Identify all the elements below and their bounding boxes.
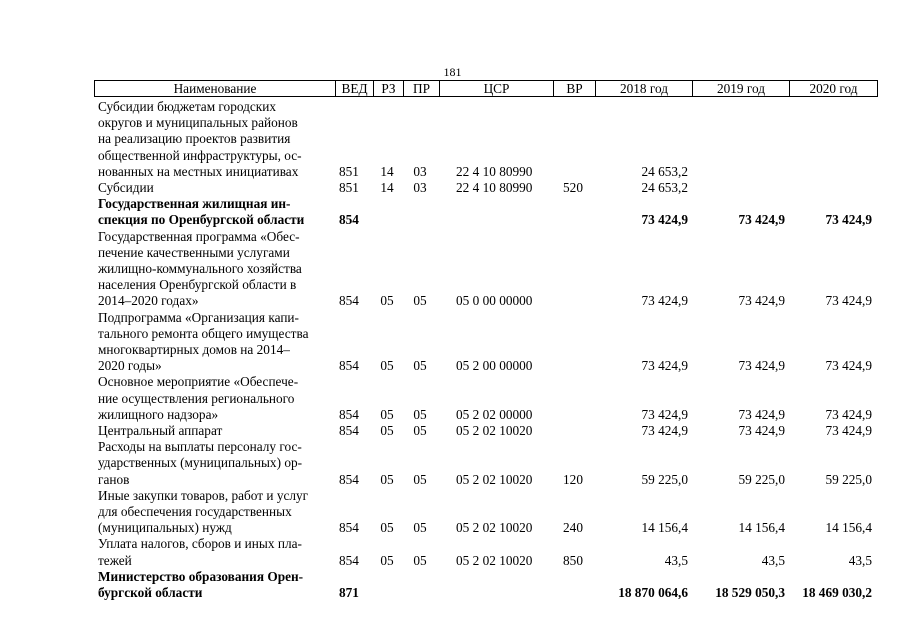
cell-2019: 59 225,0 bbox=[738, 471, 785, 487]
cell-vr: 120 bbox=[563, 471, 583, 487]
cell-2018: 73 424,9 bbox=[641, 358, 688, 374]
cell-name-line: Подпрограмма «Организация капи- bbox=[98, 309, 299, 325]
table-body bbox=[94, 99, 878, 601]
cell-2020: 14 156,4 bbox=[825, 520, 872, 536]
page-number: 181 bbox=[443, 65, 462, 79]
cell-vr: 240 bbox=[563, 520, 583, 536]
cell-2018: 24 653,2 bbox=[641, 163, 688, 179]
cell-name-line: многоквартирных домов на 2014– bbox=[98, 342, 290, 358]
cell-name-line: спекция по Оренбургской области bbox=[98, 212, 305, 228]
table-row bbox=[94, 196, 878, 228]
cell-ved: 854 bbox=[339, 520, 359, 536]
cell-2018: 73 424,9 bbox=[641, 406, 688, 422]
cell-name-line: Основное мероприятие «Обеспече- bbox=[98, 374, 299, 390]
cell-vr: 520 bbox=[563, 180, 583, 196]
column-header-2019: 2019 год bbox=[692, 81, 789, 96]
cell-rz: 05 bbox=[380, 552, 394, 568]
cell-2020: 73 424,9 bbox=[825, 212, 872, 228]
cell-csr: 05 2 00 00000 bbox=[456, 358, 533, 374]
cell-name-line: нованных на местных инициативах bbox=[98, 163, 299, 179]
cell-rz: 14 bbox=[380, 163, 394, 179]
cell-2020: 73 424,9 bbox=[825, 293, 872, 309]
table-header bbox=[94, 80, 878, 97]
cell-ved: 854 bbox=[339, 552, 359, 568]
cell-name-line: тежей bbox=[98, 552, 132, 568]
cell-rz: 05 bbox=[380, 358, 394, 374]
column-header-vr: ВР bbox=[553, 81, 595, 96]
cell-pr: 05 bbox=[413, 423, 427, 439]
table-row bbox=[94, 180, 878, 196]
cell-2018: 73 424,9 bbox=[641, 423, 688, 439]
cell-ved: 854 bbox=[339, 358, 359, 374]
column-header-ved: ВЕД bbox=[335, 81, 373, 96]
cell-csr: 05 2 02 10020 bbox=[456, 520, 533, 536]
cell-name-line: Государственная программа «Обес- bbox=[98, 228, 300, 244]
cell-csr: 05 2 02 10020 bbox=[456, 471, 533, 487]
cell-name-line: населения Оренбургской области в bbox=[98, 277, 297, 293]
cell-csr: 05 2 02 10020 bbox=[456, 552, 533, 568]
cell-name bbox=[94, 488, 334, 537]
cell-name-line: округов и муниципальных районов bbox=[98, 115, 298, 131]
cell-name bbox=[94, 196, 334, 228]
cell-2020: 73 424,9 bbox=[825, 358, 872, 374]
cell-name-line: (муниципальных) нужд bbox=[98, 520, 232, 536]
cell-name-line: Субсидии бюджетам городских bbox=[98, 99, 277, 114]
cell-name-line: бургской области bbox=[98, 585, 203, 601]
cell-2019: 73 424,9 bbox=[738, 406, 785, 422]
cell-csr: 05 0 00 00000 bbox=[456, 293, 533, 309]
cell-2018: 43,5 bbox=[664, 552, 688, 568]
table-row bbox=[94, 229, 878, 310]
table-row bbox=[94, 99, 878, 180]
cell-name bbox=[94, 536, 334, 568]
cell-rz: 05 bbox=[380, 471, 394, 487]
cell-name-line: 2014–2020 годах» bbox=[98, 293, 199, 309]
cell-rz: 05 bbox=[380, 520, 394, 536]
column-header-pr: ПР bbox=[403, 81, 439, 96]
cell-pr: 05 bbox=[413, 293, 427, 309]
cell-ved: 851 bbox=[339, 163, 359, 179]
cell-2020: 18 469 030,2 bbox=[802, 585, 872, 601]
cell-name-line: Расходы на выплаты персоналу гос- bbox=[98, 439, 302, 455]
cell-2018: 14 156,4 bbox=[641, 520, 688, 536]
cell-2019: 73 424,9 bbox=[738, 423, 785, 439]
column-header-name: Наименование bbox=[173, 81, 257, 96]
cell-ved: 854 bbox=[339, 406, 359, 422]
cell-csr: 22 4 10 80990 bbox=[456, 163, 533, 179]
cell-name-line: Центральный аппарат bbox=[98, 423, 223, 439]
cell-2019: 73 424,9 bbox=[738, 358, 785, 374]
cell-name bbox=[94, 374, 334, 423]
cell-name-line: Субсидии bbox=[98, 180, 154, 196]
cell-2019: 18 529 050,3 bbox=[715, 585, 785, 601]
cell-ved: 854 bbox=[339, 293, 359, 309]
cell-ved: 854 bbox=[339, 423, 359, 439]
cell-name-line: ударственных (муниципальных) ор- bbox=[98, 455, 303, 471]
cell-2019: 14 156,4 bbox=[738, 520, 785, 536]
cell-name-line: Иные закупки товаров, работ и услуг bbox=[98, 487, 309, 503]
cell-ved: 871 bbox=[339, 585, 359, 601]
cell-rz: 05 bbox=[380, 406, 394, 422]
column-header-rz: РЗ bbox=[373, 81, 403, 96]
cell-csr: 05 2 02 00000 bbox=[456, 406, 533, 422]
cell-ved: 854 bbox=[339, 212, 359, 228]
cell-pr: 05 bbox=[413, 520, 427, 536]
cell-name-line: ганов bbox=[98, 471, 130, 487]
cell-2020: 59 225,0 bbox=[825, 471, 872, 487]
column-header-csr: ЦСР bbox=[439, 81, 553, 96]
table-row bbox=[94, 310, 878, 375]
cell-name-line: 2020 годы» bbox=[98, 358, 162, 374]
cell-name-line: печение качественными услугами bbox=[98, 244, 290, 260]
cell-name-line: жилищного надзора» bbox=[98, 406, 219, 422]
table-row bbox=[94, 439, 878, 488]
cell-csr: 05 2 02 10020 bbox=[456, 423, 533, 439]
cell-name-line: общественной инфраструктуры, ос- bbox=[98, 147, 302, 163]
cell-name-line: Государственная жилищная ин- bbox=[98, 196, 291, 212]
table-row bbox=[94, 423, 878, 439]
cell-name-line: ние осуществления регионального bbox=[98, 390, 295, 406]
cell-2018: 18 870 064,6 bbox=[618, 585, 688, 601]
cell-name-line: на реализацию проектов развития bbox=[98, 131, 291, 147]
cell-pr: 05 bbox=[413, 471, 427, 487]
cell-rz: 14 bbox=[380, 180, 394, 196]
cell-name-line: жилищно-коммунального хозяйства bbox=[98, 261, 302, 277]
cell-name-line: для обеспечения государственных bbox=[98, 504, 292, 520]
cell-csr: 22 4 10 80990 bbox=[456, 180, 533, 196]
cell-ved: 851 bbox=[339, 180, 359, 196]
cell-pr: 03 bbox=[413, 163, 427, 179]
cell-rz: 05 bbox=[380, 423, 394, 439]
cell-pr: 05 bbox=[413, 358, 427, 374]
cell-name bbox=[94, 229, 334, 310]
cell-name-line: Министерство образования Орен- bbox=[98, 568, 304, 584]
table-row bbox=[94, 488, 878, 537]
cell-pr: 03 bbox=[413, 180, 427, 196]
cell-2020: 73 424,9 bbox=[825, 406, 872, 422]
cell-ved: 854 bbox=[339, 471, 359, 487]
cell-2020: 43,5 bbox=[848, 552, 872, 568]
cell-name bbox=[94, 439, 334, 488]
cell-name bbox=[94, 180, 334, 196]
table-row bbox=[94, 374, 878, 423]
table-row bbox=[94, 536, 878, 568]
column-header-2018: 2018 год bbox=[595, 81, 692, 96]
cell-name bbox=[94, 423, 334, 439]
cell-2019: 43,5 bbox=[761, 552, 785, 568]
cell-2019: 73 424,9 bbox=[738, 212, 785, 228]
column-header-2020: 2020 год bbox=[789, 81, 877, 96]
cell-pr: 05 bbox=[413, 552, 427, 568]
cell-2019: 73 424,9 bbox=[738, 293, 785, 309]
cell-2018: 24 653,2 bbox=[641, 180, 688, 196]
cell-vr: 850 bbox=[563, 552, 583, 568]
cell-name bbox=[94, 310, 334, 375]
cell-name-line: тального ремонта общего имущества bbox=[98, 325, 309, 341]
cell-2018: 73 424,9 bbox=[641, 293, 688, 309]
cell-2018: 59 225,0 bbox=[641, 471, 688, 487]
cell-name bbox=[94, 569, 334, 601]
cell-name-line: Уплата налогов, сборов и иных пла- bbox=[98, 536, 302, 552]
cell-rz: 05 bbox=[380, 293, 394, 309]
table-row bbox=[94, 569, 878, 601]
cell-2018: 73 424,9 bbox=[641, 212, 688, 228]
cell-2020: 73 424,9 bbox=[825, 423, 872, 439]
cell-pr: 05 bbox=[413, 406, 427, 422]
cell-name bbox=[94, 99, 334, 180]
